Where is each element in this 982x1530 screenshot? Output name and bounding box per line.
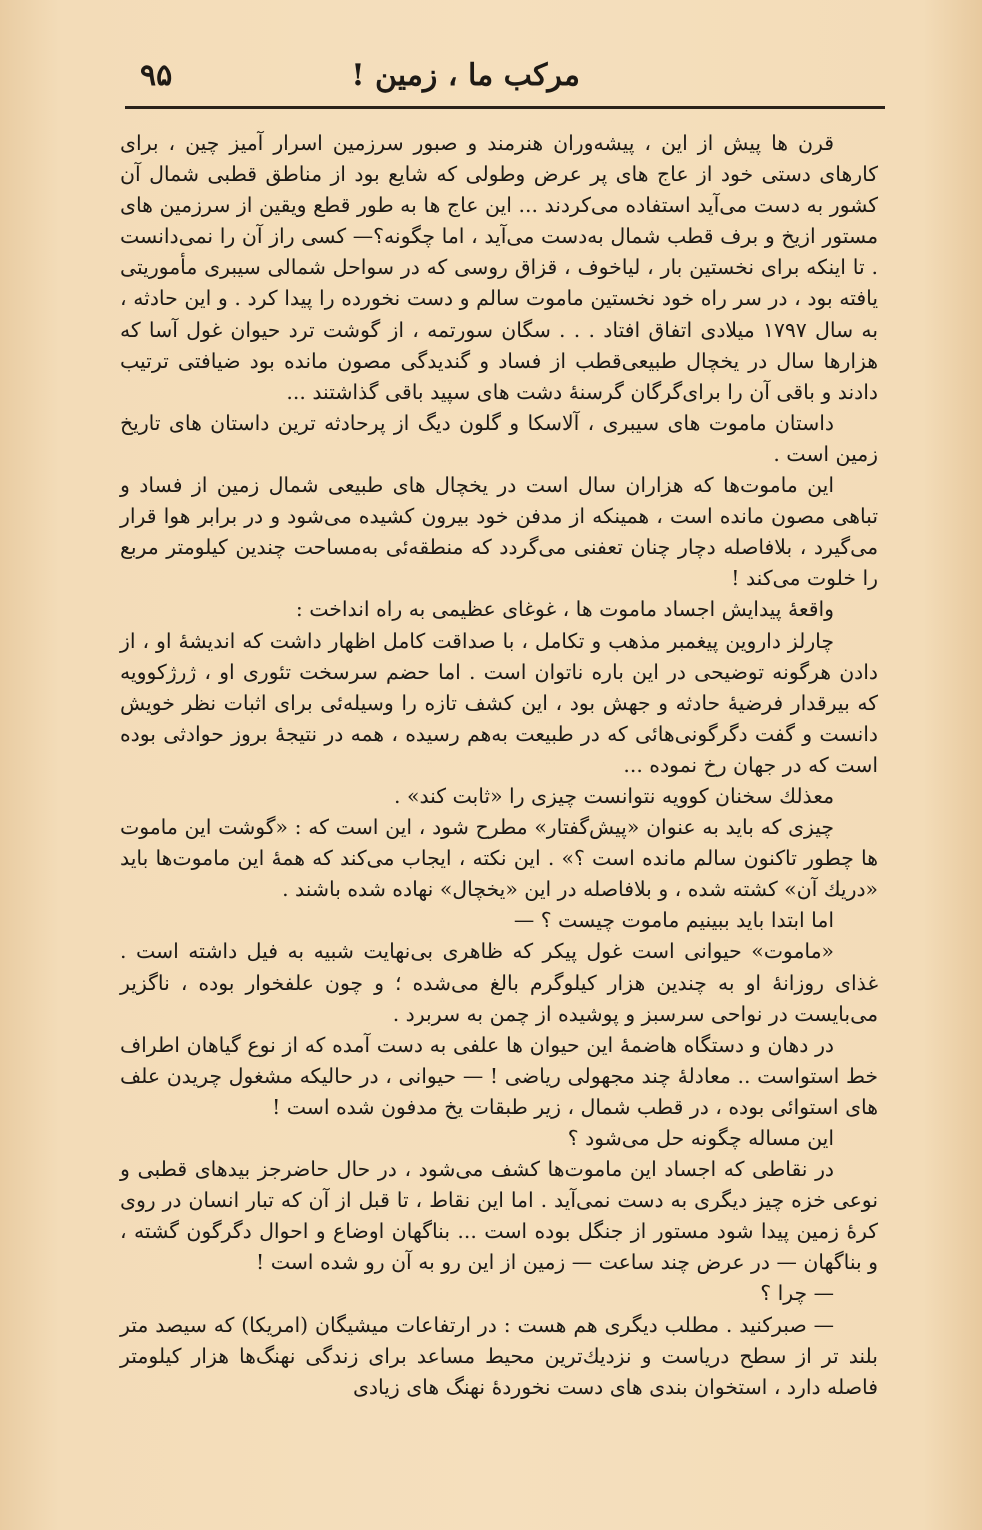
paragraph: این مساله چگونه حل می‌شود ؟ [567,1126,834,1150]
paragraph: معذلك سخنان کوویه نتوانست چیزی را «ثابت کند» . [394,783,834,808]
paragraph: این ماموت‌ها که هزاران سال است در یخچال های طبیعی شمال زمین از فساد و تباهی مصون مانده است ، همینکه از مدفن خود بیرون کشیده می‌شود و در برابر هوا قرار می‌گیرد ، بلافاصله دچار چنان تعفنی می‌گردد که منطقه‌ئی به‌مساحت چندین کیلومتر مربع را خلوت می‌کند ! [120,473,878,591]
paragraph: اما ابتدا باید ببینیم ماموت چیست ؟ — [513,908,834,933]
body-text [120,128,878,1403]
running-title: مرکب ما ، زمین ! [351,58,580,93]
paragraph: واقعهٔ پیدایش اجساد ماموت ها ، غوغای عظیمی به راه انداخت : [295,597,834,622]
paragraph: چیزی که باید به عنوان «پیش‌گفتار» مطرح شود ، این است که : «گوشت این ماموت ها چطور تاکنون سالم مانده است ؟» . این نکته ، ایجاب می‌کند که همهٔ این ماموت‌ها باید «دریك آن» کشته شده ، و بلافاصله در این «یخچال» نهاده شده باشند . [120,815,878,902]
paragraph: چارلز داروین پیغمبر مذهب و تکامل ، با صداقت کامل اظهار داشت که اندیشهٔ او ، از دادن هرگونه توضیحی در این باره ناتوان است . اما حضم سرسخت تئوری او ، ژرژکوویه که بیرقدار فرضیهٔ حادثه و جهش بود ، این کشف تازه را وسیله‌ئی برای اثبات نظر خویش دانست و گفت دگرگونی‌هائی که در طبیعت به‌هم رسیده ، همه در نتیجهٔ بروز حوادثی بوده است که در جهان رخ نموده ... [120,628,878,777]
page-number: ۹۵ [140,58,173,93]
paragraph: — چرا ؟ [760,1281,834,1306]
paragraph: در دهان و دستگاه هاضمهٔ این حیوان ها علفی به دست آمده که از نوع گیاهان اطراف خط استواست .. معادلهٔ چند مجهولی ریاضی ! — حیوانی ، در حالیکه مشغول چریدن علف های استوائی بوده ، در قطب شمال ، زیر طبقات یخ مدفون شده است ! [120,1032,878,1119]
paragraph: «ماموت» حیوانی است غول پیکر که ظاهری بی‌نهایت شبیه به فیل داشته است . غذای روزانهٔ او به چندین هزار کیلوگرم بالغ می‌شده ؛ و چون علفخوار بوده ، ناگزیر می‌بایست در نواحی سرسبز و پوشیده از چمن به سربرد . [120,939,878,1026]
paragraph: داستان ماموت های سیبری ، آلاسکا و گلون دیگ از پرحادثه ترین داستان های تاریخ زمین است . [120,410,878,466]
header-rule [125,106,885,109]
paragraph: — صبرکنید . مطلب دیگری هم هست : در ارتفاعات میشیگان (امریکا) که سیصد متر بلند تر از سطح دریاست و نزدیك‌ترین محیط مساعد برای زندگی نهنگ‌ها هزار کیلومتر فاصله دارد ، استخوان بندی های دست نخوردهٔ نهنگ های زیادی [120,1312,878,1399]
paragraph: قرن ها پیش از این ، پیشه‌وران هنرمند و صبور سرزمین اسرار آمیز چین ، برای کارهای دستی خود از عاج های پر عرض وطولی که شایع بود از مناطق قطبی شمال آن کشور به دست می‌آید استفاده می‌کردند ... این عاج ها به طور قطع ویقین از سرزمین های مستور ازیخ و برف قطب شمال به‌دست می‌آید ، اما چگونه؟— کسی راز آن را نمی‌دانست . تا اینکه برای نخستین بار ، لیاخوف ، قزاق روسی که در سواحل شمالی سیبری مأموریتی یافته بود ، در سر راه خود نخستین ماموت سالم و دست نخورده را پیدا کرد . و این حادثه ، به سال ۱۷۹۷ میلادی اتفاق افتاد . . . سگان سورتمه ، از گوشت ترد حیوان غول آسا که هزارها سال در یخچال طبیعی‌قطب از فساد و گندیدگی مصون مانده بود ضیافتی ترتیب دادند و باقی آن را برای‌گرگان گرسنهٔ دشت های سپید باقی گذاشتند ... [120,131,879,404]
page-header [120,52,880,104]
paragraph: در نقاطی که اجساد این ماموت‌ها کشف می‌شود ، در حال حاضرجز بیدهای قطبی و نوعی خزه چیز دیگری به دست نمی‌آید . اما این نقاط ، تا قبل از آن که تبار انسان در روی کرهٔ زمین پیدا شود مستور از جنگل بوده است ... بناگهان اوضاع و احوال دگرگون گشته ، و بناگهان — در عرض چند ساعت — زمین از این رو به آن رو شده است ! [120,1157,878,1275]
